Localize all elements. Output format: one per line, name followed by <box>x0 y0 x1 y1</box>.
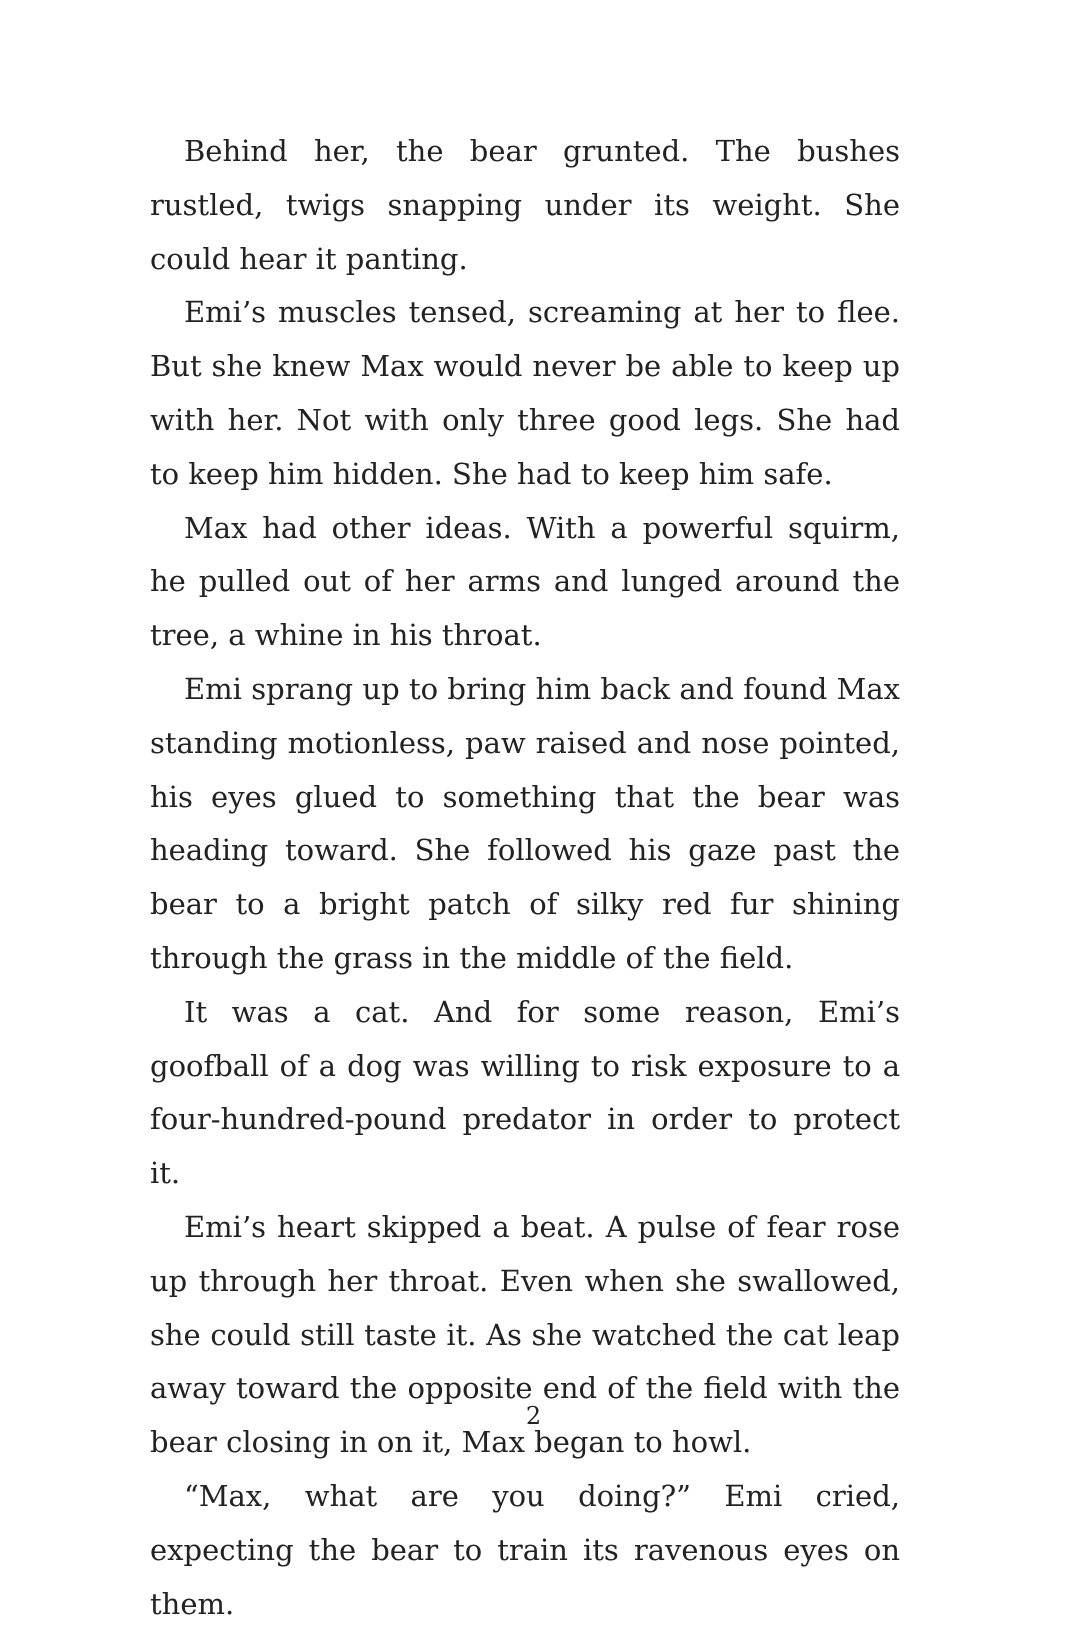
paragraph-1: Behind her, the bear grunted. The bushes rustled, twigs snapping under its weight. She could hear it panting. <box>150 134 900 276</box>
paragraph-6: Emi’s heart skipped a beat. A pulse of fear rose up through her throat. Even when she swallowed, she could still taste it. As she watched the cat leap away toward the opposite end of the field with the bear closing in on it, Max began to howl. <box>150 1209 900 1460</box>
paragraph-7: “Max, what are you doing?” Emi cried, expecting the bear to train its ravenous eyes on them. <box>150 1478 900 1621</box>
paragraph-5: It was a cat. And for some reason, Emi’s goofball of a dog was willing to risk exposure to a four-hundred-pound predator in order to protect it. <box>150 994 900 1191</box>
paragraph-4: Emi sprang up to bring him back and found Max standing motionless, paw raised and nose pointed, his eyes glued to something that the bear was heading toward. She followed his gaze past the bear to a bright patch of silky red fur shining through the grass in the middle of the field. <box>150 671 900 975</box>
page-number: 2 <box>525 1402 542 1430</box>
paragraph-2: Emi’s muscles tensed, screaming at her to flee. But she knew Max would never be able to keep up with her. Not with only three good legs. She had to keep him hidden. She had to keep him safe. <box>150 295 900 491</box>
paragraph-3: Max had other ideas. With a powerful squirm, he pulled out of her arms and lunged around the tree, a whine in his throat. <box>150 510 900 653</box>
